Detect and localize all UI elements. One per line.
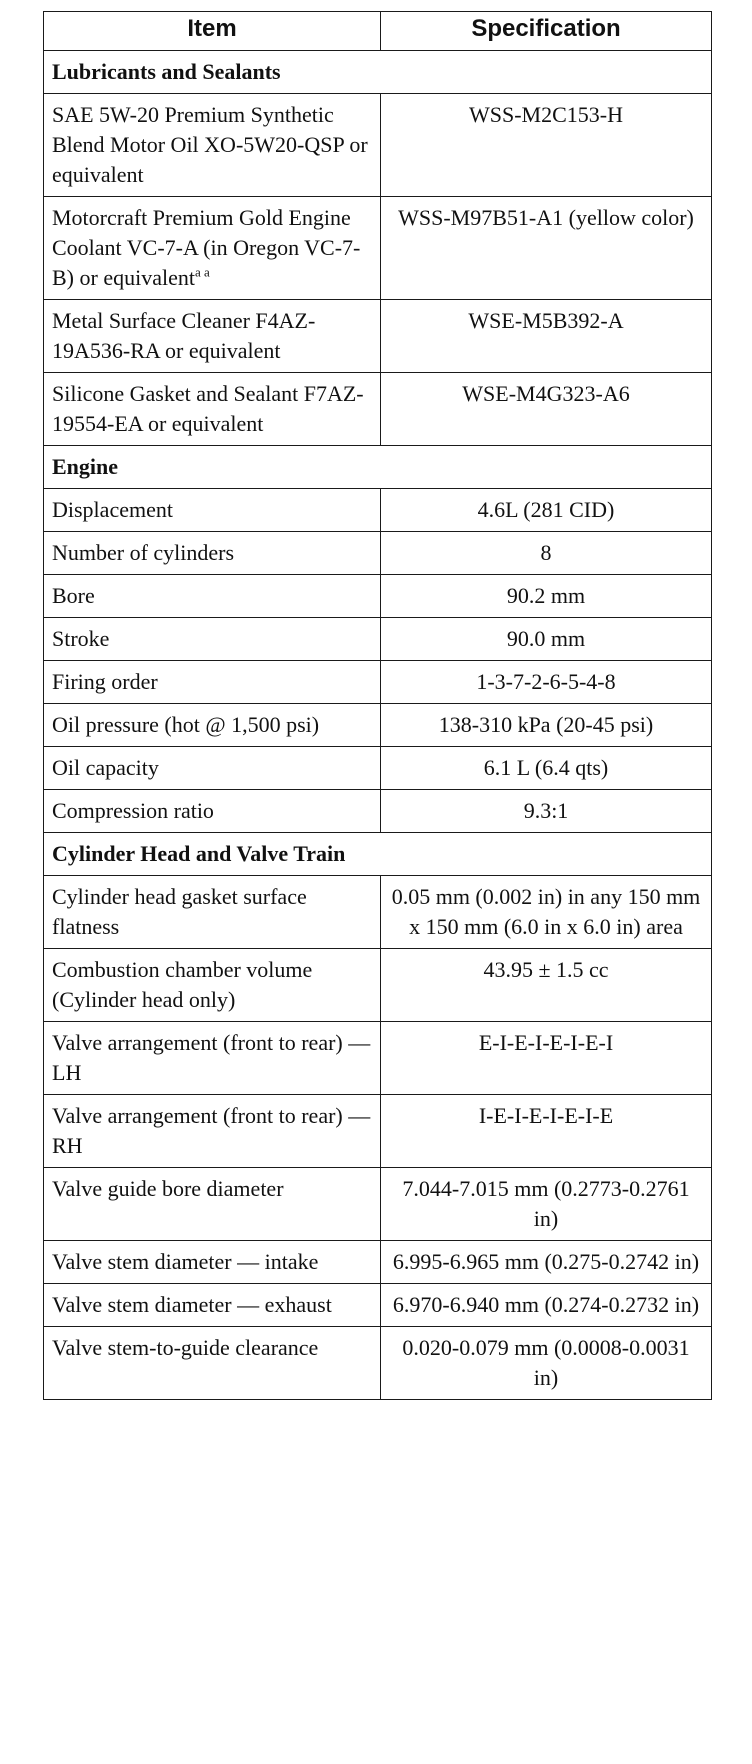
section-row-lubricants [44, 51, 712, 94]
spec-cell: 43.95 ± 1.5 cc [381, 949, 712, 1022]
spec-cell: WSS-M2C153-H [381, 94, 712, 197]
spec-cell: 4.6L (281 CID) [381, 489, 712, 532]
spec-cell: 138-310 kPa (20-45 psi) [381, 704, 712, 747]
item-cell: Stroke [44, 618, 381, 661]
spec-cell: WSS-M97B51-A1 (yellow color) [381, 197, 712, 300]
table-row [44, 704, 712, 747]
footnote-marker: a a [194, 264, 210, 280]
item-cell: Firing order [44, 661, 381, 704]
table-row [44, 94, 712, 197]
spec-cell: 0.05 mm (0.002 in) in any 150 mm x 150 mm (6.0 in x 6.0 in) area [381, 876, 712, 949]
item-cell: Bore [44, 575, 381, 618]
spec-cell: 0.020-0.079 mm (0.0008-0.0031 in) [381, 1327, 712, 1400]
table-row [44, 1241, 712, 1284]
item-cell: SAE 5W-20 Premium Synthetic Blend Motor Oil XO-5W20-QSP or equivalent [44, 94, 381, 197]
table-row [44, 532, 712, 575]
section-row-cylinder-head [44, 833, 712, 876]
table-row [44, 790, 712, 833]
spec-cell: 6.995-6.965 mm (0.275-0.2742 in) [381, 1241, 712, 1284]
item-cell: Number of cylinders [44, 532, 381, 575]
item-cell: Displacement [44, 489, 381, 532]
table-row [44, 618, 712, 661]
table-row [44, 1284, 712, 1327]
item-cell: Oil capacity [44, 747, 381, 790]
item-cell: Compression ratio [44, 790, 381, 833]
item-cell: Silicone Gasket and Sealant F7AZ-19554-EA or equivalent [44, 373, 381, 446]
table-row [44, 661, 712, 704]
spec-cell: WSE-M4G323-A6 [381, 373, 712, 446]
item-cell: Valve stem diameter — intake [44, 1241, 381, 1284]
header-row [44, 12, 712, 51]
table-row [44, 300, 712, 373]
item-cell: Valve arrangement (front to rear) — RH [44, 1095, 381, 1168]
table-row [44, 197, 712, 300]
spec-cell: 90.2 mm [381, 575, 712, 618]
table-row [44, 1095, 712, 1168]
item-cell: Valve guide bore diameter [44, 1168, 381, 1241]
item-cell: Metal Surface Cleaner F4AZ-19A536-RA or equivalent [44, 300, 381, 373]
section-title-engine: Engine [44, 446, 712, 489]
table-row [44, 747, 712, 790]
spec-cell: 7.044-7.015 mm (0.2773-0.2761 in) [381, 1168, 712, 1241]
specifications-table [43, 11, 712, 1400]
item-cell: Cylinder head gasket surface flatness [44, 876, 381, 949]
spec-cell: 1-3-7-2-6-5-4-8 [381, 661, 712, 704]
table-row [44, 1022, 712, 1095]
table-row [44, 1327, 712, 1400]
table-row [44, 949, 712, 1022]
item-text: Motorcraft Premium Gold Engine Coolant VC-7-A (in Oregon VC-7-B) or equivalent [52, 205, 361, 290]
table-row [44, 1168, 712, 1241]
item-cell: Valve stem diameter — exhaust [44, 1284, 381, 1327]
spec-cell: E-I-E-I-E-I-E-I [381, 1022, 712, 1095]
section-row-engine [44, 446, 712, 489]
item-cell: Valve arrangement (front to rear) — LH [44, 1022, 381, 1095]
spec-cell: 9.3:1 [381, 790, 712, 833]
spec-cell: 6.970-6.940 mm (0.274-0.2732 in) [381, 1284, 712, 1327]
spec-cell: 6.1 L (6.4 qts) [381, 747, 712, 790]
item-column-header: Item [44, 12, 381, 51]
table-row [44, 575, 712, 618]
spec-cell: 8 [381, 532, 712, 575]
item-cell: Oil pressure (hot @ 1,500 psi) [44, 704, 381, 747]
spec-cell: WSE-M5B392-A [381, 300, 712, 373]
section-title-cylinder-head: Cylinder Head and Valve Train [44, 833, 712, 876]
item-cell: Valve stem-to-guide clearance [44, 1327, 381, 1400]
table-row [44, 373, 712, 446]
item-cell [44, 197, 381, 300]
section-title-lubricants: Lubricants and Sealants [44, 51, 712, 94]
table-row [44, 489, 712, 532]
item-cell: Combustion chamber volume (Cylinder head only) [44, 949, 381, 1022]
spec-cell: I-E-I-E-I-E-I-E [381, 1095, 712, 1168]
table-row [44, 876, 712, 949]
spec-cell: 90.0 mm [381, 618, 712, 661]
specification-column-header: Specification [381, 12, 712, 51]
